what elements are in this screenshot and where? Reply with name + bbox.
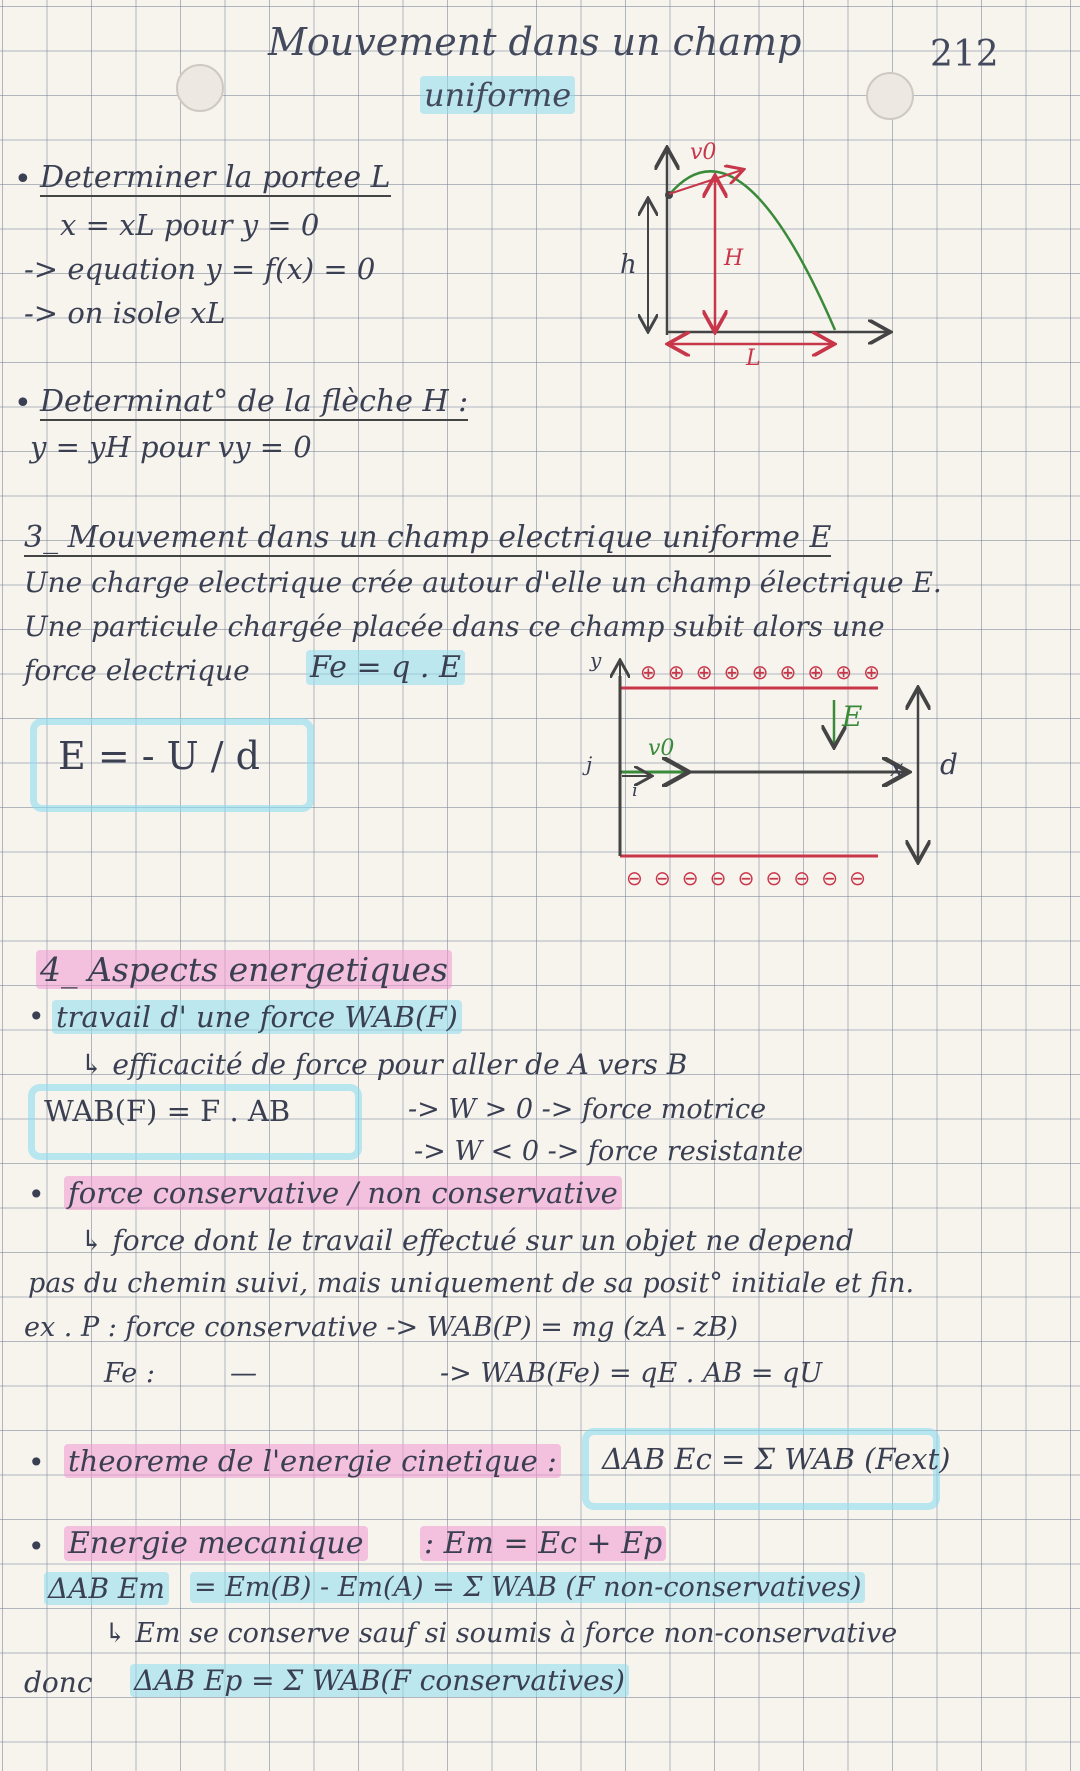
bullet-fleche: • <box>14 386 32 421</box>
example-line-2b: -> WAB(Fe) = qE . AB = qU <box>440 1358 823 1389</box>
launch-point <box>665 191 673 199</box>
conservative-heading-text: force conservative / non conservative <box>64 1176 622 1210</box>
portee-line-3: -> on isole xL <box>24 296 226 330</box>
meca-line-2a <box>44 1572 169 1605</box>
page-title-line2: uniforme <box>420 76 575 114</box>
page-number: 212 <box>930 34 999 75</box>
meca-label-text: Energie mecanique <box>64 1526 368 1561</box>
motrice-line: -> W > 0 -> force motrice <box>408 1094 767 1125</box>
negative-charge-icon: ⊖ <box>737 866 755 890</box>
diagram2-v0-label: v0 <box>648 736 675 761</box>
bullet-meca: • <box>28 1530 45 1563</box>
negative-charge-icon: ⊖ <box>653 866 671 890</box>
portee-line-1: x = xL pour y = 0 <box>60 208 320 242</box>
meca-formula <box>420 1526 666 1561</box>
portee-heading: Determiner la portee L <box>40 160 391 195</box>
section4-title-text: 4_ Aspects energetiques <box>36 950 452 989</box>
positive-charge-icon: ⊕ <box>835 660 852 684</box>
diagram2-d-label: d <box>940 748 958 781</box>
positive-charge-icon: ⊕ <box>695 660 713 684</box>
diagram1-H-label: H <box>724 246 744 271</box>
meca-line-3: ↳ Em se conserve sauf si soumis à force non-conservative <box>104 1618 898 1649</box>
diagram2-E-label: E <box>842 700 863 733</box>
positive-charge-icon: ⊕ <box>723 660 741 684</box>
section3-line-2: Une particule chargée placée dans ce champ subit alors une <box>24 610 885 643</box>
negative-charge-icon: ⊖ <box>626 866 643 890</box>
diagram2-i-label: i <box>632 780 638 801</box>
diagram1-L-label: L <box>746 346 761 371</box>
example-dash: — <box>230 1358 257 1389</box>
positive-charge-icon: ⊕ <box>779 660 797 684</box>
section3-title: 3_ Mouvement dans un champ electrique uniforme E <box>24 520 832 555</box>
page-title-line1: Mouvement dans un champ <box>268 20 802 64</box>
negative-charges <box>626 866 866 890</box>
positive-charge-icon: ⊕ <box>863 660 880 684</box>
diagram2-j-label: j <box>586 752 593 776</box>
negative-charge-icon: ⊖ <box>709 866 727 890</box>
trajectory-curve <box>669 171 835 330</box>
travail-heading-text: travail d' une force WAB(F) <box>52 1000 462 1034</box>
section3-line-3b: Fe = q . E <box>306 650 465 685</box>
portee-line-2: -> equation y = f(x) = 0 <box>24 252 376 286</box>
negative-charge-icon: ⊖ <box>681 866 699 890</box>
meca-line-2b <box>190 1572 865 1603</box>
section4-title <box>36 950 452 989</box>
positive-charge-icon: ⊕ <box>640 660 657 684</box>
fleche-heading: Determinat° de la flèche H : <box>40 384 469 419</box>
bullet-theoreme: • <box>28 1446 45 1479</box>
section3-line-3a: force electrique <box>24 654 250 687</box>
negative-charge-icon: ⊖ <box>821 866 838 890</box>
meca-line-4b <box>130 1664 629 1697</box>
formula-E: E = - U / d <box>58 734 260 778</box>
theoreme-formula: ΔAB Ec = Σ WAB (Fext) <box>602 1442 951 1476</box>
binder-hole-left <box>176 64 224 112</box>
bullet-travail: • <box>28 1000 45 1033</box>
meca-line-4a: donc <box>24 1666 93 1699</box>
diagram1-h-label: h <box>620 250 637 280</box>
theoreme-label-text: theoreme de l'energie cinetique : <box>64 1444 561 1478</box>
section3-line-1: Une charge electrique crée autour d'elle un champ électrique E. <box>24 566 942 599</box>
fleche-line-1: y = yH pour vy = 0 <box>30 430 312 464</box>
conservative-heading <box>64 1176 622 1210</box>
meca-line-2a-text: ΔAB Em <box>44 1572 169 1605</box>
binder-hole-right <box>866 72 914 120</box>
travail-heading <box>52 1000 462 1034</box>
conservative-line-1: ↳ force dont le travail effectué sur un objet ne depend <box>80 1224 854 1257</box>
meca-formula-text: : Em = Ec + Ep <box>420 1526 666 1561</box>
example-line-1: ex . P : force conservative -> WAB(P) = mg (zA - zB) <box>24 1312 739 1343</box>
positive-charge-icon: ⊕ <box>751 660 769 684</box>
positive-charges <box>640 660 880 684</box>
bullet-conservative: • <box>28 1178 45 1211</box>
negative-charge-icon: ⊖ <box>765 866 783 890</box>
negative-charge-icon: ⊖ <box>849 866 866 890</box>
conservative-line-2: pas du chemin suivi, mais uniquement de sa posit° initiale et fin. <box>28 1268 915 1299</box>
resistante-line: -> W < 0 -> force resistante <box>414 1136 804 1167</box>
diagram1-v0-label: v0 <box>690 140 717 165</box>
travail-line-1: ↳ efficacité de force pour aller de A vers B <box>80 1048 688 1081</box>
v0-vector <box>669 170 742 194</box>
bullet-portee: • <box>14 162 32 197</box>
diagram2-y-label: y <box>590 648 602 672</box>
positive-charge-icon: ⊕ <box>667 660 685 684</box>
diagram2-x-label: x <box>890 754 904 782</box>
example-line-2a: Fe : <box>104 1358 155 1389</box>
meca-label <box>64 1526 368 1561</box>
travail-formula: WAB(F) = F . AB <box>44 1094 291 1128</box>
meca-line-2b-text: = Em(B) - Em(A) = Σ WAB (F non-conservatives) <box>190 1572 865 1603</box>
negative-charge-icon: ⊖ <box>793 866 811 890</box>
positive-charge-icon: ⊕ <box>807 660 825 684</box>
meca-line-4b-text: ΔAB Ep = Σ WAB(F conservatives) <box>130 1664 629 1697</box>
theoreme-label <box>64 1444 561 1478</box>
